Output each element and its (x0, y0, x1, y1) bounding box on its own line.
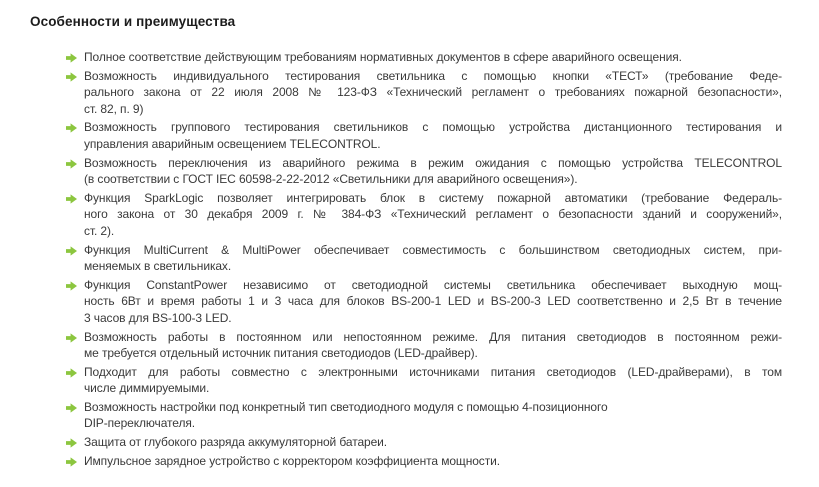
feature-line: Подходит для работы совместно с электронными источниками питания светодиодов (LED-драйверами), в том (84, 364, 782, 379)
feature-item (66, 364, 782, 397)
feature-item (66, 190, 782, 240)
arrow-bullet-icon (66, 333, 77, 343)
page-title: Особенности и преимущества (30, 14, 236, 29)
feature-line: Функция MultiCurrent & MultiPower обеспечивает совместимость с большинством светодиодных систем, при- (84, 242, 782, 257)
feature-line: Полное соответствие действующим требованиям нормативных документов в сфере аварийного освещения. (84, 50, 682, 64)
arrow-bullet-icon (66, 194, 77, 204)
arrow-bullet-icon (66, 246, 77, 256)
arrow-bullet-icon (66, 281, 77, 291)
feature-item (66, 399, 782, 432)
arrow-bullet-icon (66, 368, 77, 378)
arrow-bullet-icon (66, 403, 77, 413)
feature-line: (в соответствии с ГОСТ IEC 60598-2-22-2012 «Светильники для аварийного освещения»). (84, 172, 578, 187)
arrow-bullet-icon (66, 159, 77, 169)
feature-item (66, 49, 782, 66)
feature-line: ме требуется отдельный источник питания светодиодов (LED-драйвер). (84, 346, 478, 361)
feature-line: Возможность индивидуального тестирования светильника с помощью кнопки «ТЕСТ» (требование Феде- (84, 68, 782, 83)
feature-line: меняемых в светильниках. (84, 259, 232, 274)
feature-line: 3 часов для BS-100-3 LED. (84, 310, 232, 325)
feature-line: Функция ConstantPower независимо от светодиодной системы светильника обеспечивает выходную мощ- (84, 277, 782, 292)
feature-item (66, 329, 782, 362)
arrow-bullet-icon (66, 53, 77, 63)
feature-line: Возможность настройки под конкретный тип светодиодного модуля с помощью 4-позиционного (84, 399, 608, 414)
arrow-bullet-icon (66, 72, 77, 82)
arrow-bullet-icon (66, 123, 77, 133)
feature-line: Возможность работы в постоянном или непостоянном режиме. Для питания светодиодов в постоянном режи- (84, 329, 782, 344)
feature-line: DIP-переключателя. (84, 416, 195, 431)
arrow-bullet-icon (66, 457, 77, 467)
feature-line: управления аварийным освещением TELECONTROL. (84, 136, 381, 151)
feature-list (66, 49, 782, 471)
feature-line: числе диммируемыми. (84, 381, 210, 396)
feature-line: Возможность группового тестирования светильников с помощью устройства дистанционного тестирования и (84, 120, 782, 135)
feature-item (66, 453, 782, 470)
feature-item (66, 68, 782, 118)
feature-item (66, 155, 782, 188)
feature-line: ность 6Вт и время работы 1 и 3 часа для блоков BS-200-1 LED и BS-200-3 LED соответственно и 2,5 Вт в течение (84, 294, 782, 309)
arrow-bullet-icon (66, 438, 77, 448)
feature-item (66, 434, 782, 451)
feature-item (66, 277, 782, 327)
feature-line: Функция SparkLogic позволяет интегрировать блок в систему пожарной автоматики (требование Федераль- (84, 190, 782, 205)
feature-line: Защита от глубокого разряда аккумуляторной батареи. (84, 435, 388, 450)
feature-item (66, 242, 782, 275)
feature-line: ст. 82, п. 9) (84, 101, 144, 116)
feature-item (66, 119, 782, 152)
feature-line: Возможность переключения из аварийного режима в режим ожидания с помощью устройства TELECONTROL (84, 155, 782, 170)
feature-line: ст. 2). (84, 223, 115, 238)
feature-line: рального закона от 22 июля 2008 № 123-ФЗ «Технический регламент о требованиях пожарной безопасности», (84, 85, 782, 100)
feature-line: Импульсное зарядное устройство с корректором коэффициента мощности. (84, 453, 500, 468)
feature-line: ного закона от 30 декабря 2009 г. № 384-ФЗ «Технический регламент о безопасности зданий и сооружений», (84, 207, 782, 222)
